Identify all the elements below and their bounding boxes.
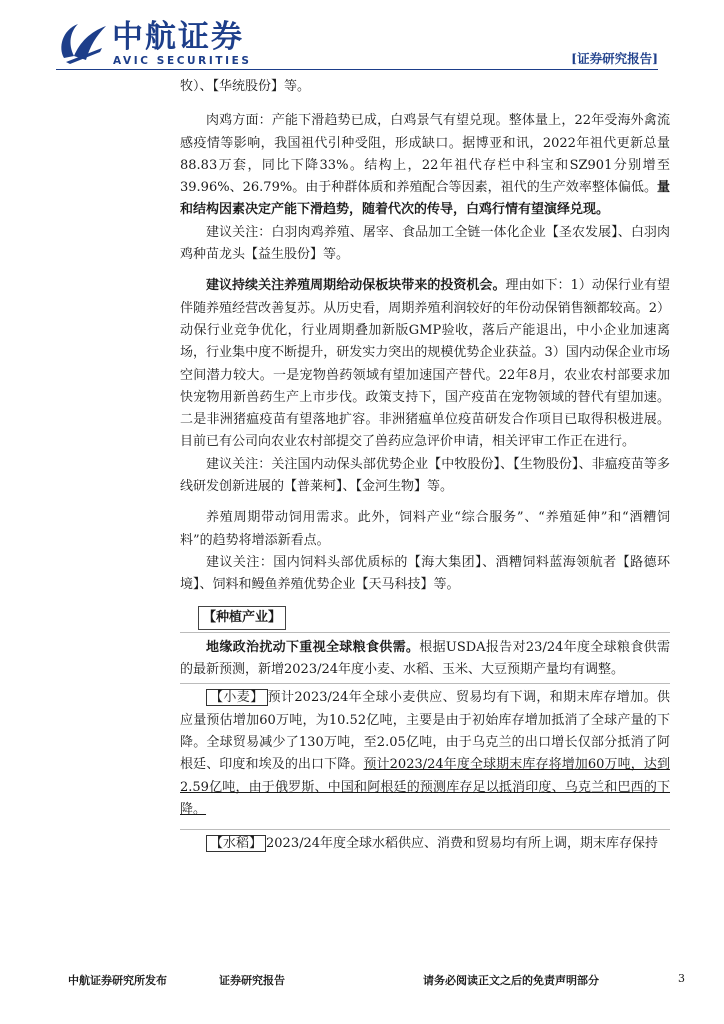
section-divider [180, 632, 670, 633]
paragraph-rice [180, 833, 670, 855]
report-type-label: [证券研究报告] [571, 51, 658, 66]
footer-disclaimer: 请务必阅读正文之后的免责声明部分 [423, 974, 599, 987]
animal-health-text: 理由如下：1）动保行业有望伴随养殖经营改善复苏。从历史看，周期养殖利润较好的年份动保销售额都较高。2）动保行业竞争优化，行业周期叠加新版GMP验收，落后产能退出，中小企业加速离场，行业集中度不断提升，研发实力突出的规模优势企业获益。3）国内动保企业市场空间潜力较大。一是宠物兽药领域有望加速国产替代。22年8月，农业农村部要求加快宠物用新兽药生产上市步伐。政策支持下，国产疫苗在宠物领域的替代有望加速。二是非洲猪瘟疫苗有望落地扩容。非洲猪瘟单位疫苗研发合作项目已取得积极进展。目前已有公司向农业农村部提交了兽药应急评价申请，相关评审工作正在进行。 [180, 278, 670, 450]
paragraph-broiler [180, 110, 670, 221]
brand-name-cn: 中航证券 [112, 19, 244, 55]
broiler-lead: 肉鸡方面： [206, 113, 272, 129]
grain-lead: 地缘政治扰动下重视全球粮食供需。 [206, 639, 420, 655]
header-divider [56, 69, 658, 70]
broiler-conclusion: 量和结构因素决定产能下滑趋势，随着代次的传导，白鸡行情有望演绎兑现。 [180, 180, 670, 218]
paragraph-feed: 养殖周期带动饲用需求。此外，饲料产业“综合服务”、“养殖延伸”和“酒糟饲料”的趋势将增添新看点。 [180, 510, 670, 548]
brand-name-en: AVIC SECURITIES [113, 55, 252, 67]
page-number: 3 [678, 972, 685, 985]
wheat-tag: 【小麦】 [206, 689, 268, 706]
paragraph-animal-health-recommendation: 建议关注：关注国内动保头部优势企业【中牧股份】、【生物股份】、非瘟疫苗等多线研发创新进展的【普莱柯】、【金河生物】等。 [180, 456, 670, 495]
footer-report-type: 证券研究报告 [219, 974, 285, 987]
broiler-text: 产能下滑趋势已成，白鸡景气有望兑现。整体量上，22年受海外禽流感疫情等影响，我国祖代引种受阻，形成缺口。据博亚和讯，2022年祖代更新总量88.83万套，同比下降33%。结构上，22年祖代存栏中科宝和SZ901分别增至39.96%、26.79%。由于种群体质和养殖配合等因素，祖代的生产效率整体偏低。 [180, 113, 670, 196]
paragraph-divider [180, 683, 670, 684]
section-title-wrapper [180, 606, 670, 630]
rice-tag: 【水稻】 [206, 835, 266, 852]
animal-health-lead: 建议持续关注养殖周期给动保板块带来的投资机会。 [206, 278, 506, 294]
paragraph-feed-recommendation: 建议关注：国内饲料头部优质标的【海大集团】、酒糟饲料蓝海领航者【路德环境】、饲料和鳗鱼养殖优势企业【天马科技】等。 [180, 554, 670, 593]
paragraph-grain [180, 637, 670, 682]
grain-text: 根据USDA报告对23/24年度全球粮食供需的最新预测，新增2023/24年度小麦、水稻、玉米、大豆预期产量均有调整。 [180, 639, 670, 678]
paragraph-broiler-recommendation: 建议关注：白羽肉鸡养殖、屠宰、食品加工全链一体化企业【圣农发展】、白羽肉鸡种苗龙头【益生股份】等。 [180, 224, 670, 263]
paragraph-wheat [180, 687, 670, 821]
page-footer [56, 972, 685, 992]
report-body [180, 76, 670, 856]
paragraph-continuation: 牧）、【华统股份】等。 [180, 79, 311, 94]
page-header [0, 0, 724, 80]
footer-publisher: 中航证券研究所发布 [68, 974, 167, 987]
paragraph-animal-health [180, 275, 670, 453]
rice-text: 2023/24年度全球水稻供应、消费和贸易均有所上调，期末库存保持 [266, 836, 659, 852]
wheat-text: 预计2023/24年全球小麦供应、贸易均有下调，和期末库存增加。供应量预估增加60万吨，为10.52亿吨，主要是由于初始库存增加抵消了全球产量的下降。全球贸易减少了130万吨，至2.05亿吨，由于乌克兰的出口增长仅部分抵消了阿根廷、印度和埃及的出口下降。 [180, 690, 670, 773]
avic-logo-icon [56, 18, 108, 66]
section-title-planting: 【种植产业】 [198, 606, 286, 630]
wheat-forecast: 预计2023/24年度全球期末库存将增加60万吨，达到2.59亿吨，由于俄罗斯、中国和阿根廷的预测库存足以抵消印度、乌克兰和巴西的下降。 [180, 757, 670, 817]
paragraph-divider-2 [180, 829, 670, 830]
